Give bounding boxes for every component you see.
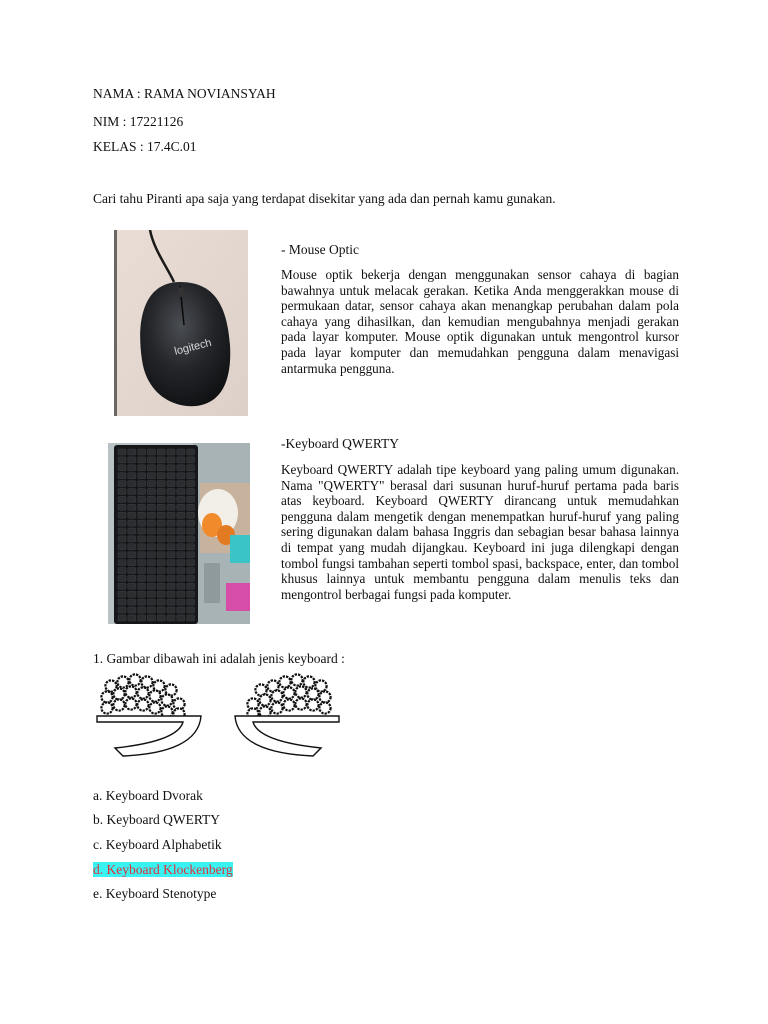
key [138, 481, 146, 487]
key [118, 457, 126, 463]
key [177, 473, 185, 479]
key [128, 568, 136, 574]
key [128, 457, 136, 463]
key [167, 575, 175, 581]
option-d [93, 862, 233, 878]
key [128, 560, 136, 566]
key [147, 568, 155, 574]
key [118, 520, 126, 526]
key [167, 473, 175, 479]
key [147, 528, 155, 534]
key [187, 520, 195, 526]
key [128, 489, 136, 495]
diagram-key [291, 674, 302, 685]
key [147, 615, 155, 621]
diagram-key [283, 687, 294, 698]
keyboard-photo [108, 443, 250, 624]
diagram-key [101, 691, 112, 702]
key [157, 599, 165, 605]
student-name: NAMA : RAMA NOVIANSYAH [93, 86, 276, 101]
right-palm-rest [235, 716, 339, 756]
question-text: 1. Gambar dibawah ini adalah jenis keyboard : [93, 651, 345, 666]
key [147, 560, 155, 566]
key [167, 465, 175, 471]
key [187, 481, 195, 487]
key [118, 489, 126, 495]
key [138, 552, 146, 558]
key [167, 591, 175, 597]
key [128, 496, 136, 502]
key [177, 512, 185, 518]
key [167, 560, 175, 566]
key [147, 496, 155, 502]
key [147, 599, 155, 605]
key [128, 520, 136, 526]
key [157, 449, 165, 455]
diagram-key [319, 702, 330, 713]
key [157, 473, 165, 479]
key [118, 528, 126, 534]
key [118, 481, 126, 487]
diagram-key [141, 676, 152, 687]
diagram-key [315, 680, 326, 691]
key [118, 607, 126, 613]
key [167, 536, 175, 542]
key [128, 583, 136, 589]
key [138, 615, 146, 621]
key [187, 465, 195, 471]
key [138, 568, 146, 574]
key [187, 504, 195, 510]
key [187, 449, 195, 455]
key [138, 489, 146, 495]
key [138, 544, 146, 550]
key [187, 473, 195, 479]
key [157, 457, 165, 463]
key [118, 473, 126, 479]
key [138, 599, 146, 605]
key [167, 607, 175, 613]
key [167, 599, 175, 605]
key [187, 560, 195, 566]
mouse-brand-logo: logitech [173, 336, 213, 358]
key [167, 520, 175, 526]
key [187, 591, 195, 597]
key [167, 457, 175, 463]
key [177, 575, 185, 581]
key [177, 457, 185, 463]
key [167, 528, 175, 534]
mouse-description: Mouse optik bekerja dengan menggunakan sensor cahaya di bagian bawahnya untuk melacak gerakan. Ketika Anda menggerakkan mouse di permukaan datar, sensor cahaya akan menangkap perubahan dalam pola cahaya yang dihasilkan, dan kemudian mengubahnya menjadi gerakan pada layar komputer. Mouse optik digunakan untuk mengontrol kursor pada layar komputer dan memudahkan pengguna dalam menavigasi antarmuka pengguna. [281, 267, 679, 376]
key [147, 575, 155, 581]
key [177, 520, 185, 526]
key [138, 528, 146, 534]
key [167, 504, 175, 510]
diagram-key [125, 686, 136, 697]
key [157, 615, 165, 621]
key [118, 560, 126, 566]
key [177, 465, 185, 471]
key [147, 481, 155, 487]
key [128, 449, 136, 455]
key [138, 465, 146, 471]
diagram-key [149, 702, 160, 713]
diagram-key [101, 702, 112, 713]
diagram-key [303, 676, 314, 687]
mouse-title: - Mouse Optic [281, 242, 359, 257]
key [187, 457, 195, 463]
key [118, 512, 126, 518]
diagram-key [307, 699, 318, 710]
key [177, 544, 185, 550]
key [147, 489, 155, 495]
key [118, 449, 126, 455]
key [177, 599, 185, 605]
option-a: a. Keyboard Dvorak [93, 788, 203, 803]
key [128, 552, 136, 558]
key [138, 457, 146, 463]
key [147, 552, 155, 558]
key [167, 489, 175, 495]
key [167, 512, 175, 518]
key [157, 568, 165, 574]
key [118, 583, 126, 589]
key [138, 449, 146, 455]
key [128, 544, 136, 550]
key [157, 528, 165, 534]
key [118, 552, 126, 558]
key [177, 528, 185, 534]
key [138, 473, 146, 479]
key [138, 520, 146, 526]
left-key-cluster [101, 674, 184, 719]
key [118, 544, 126, 550]
key [128, 575, 136, 581]
key [157, 536, 165, 542]
diagram-key [295, 686, 306, 697]
key [128, 591, 136, 597]
diagram-key [271, 702, 282, 713]
key [177, 536, 185, 542]
key [157, 520, 165, 526]
diagram-key [271, 690, 282, 701]
key [147, 544, 155, 550]
key [157, 575, 165, 581]
key [147, 465, 155, 471]
key [177, 615, 185, 621]
key [167, 481, 175, 487]
diagram-key [117, 676, 128, 687]
key [157, 465, 165, 471]
key [128, 512, 136, 518]
left-palm-rest [97, 716, 201, 756]
key [147, 520, 155, 526]
key [138, 575, 146, 581]
diagram-key [149, 690, 160, 701]
key [177, 481, 185, 487]
key [187, 496, 195, 502]
option-b: b. Keyboard QWERTY [93, 812, 221, 827]
key [177, 449, 185, 455]
key [157, 560, 165, 566]
key [147, 583, 155, 589]
diagram-key [129, 674, 140, 685]
key [118, 615, 126, 621]
key [118, 496, 126, 502]
diagram-key [137, 687, 148, 698]
key [187, 489, 195, 495]
instruction-text: Cari tahu Piranti apa saja yang terdapat disekitar yang ada dan pernah kamu gunakan. [93, 191, 556, 206]
key [138, 591, 146, 597]
key [138, 504, 146, 510]
key [157, 512, 165, 518]
diagram-key [161, 694, 172, 705]
key [147, 449, 155, 455]
mouse-photo [114, 230, 248, 416]
key [138, 496, 146, 502]
key [167, 583, 175, 589]
key [128, 615, 136, 621]
key [138, 512, 146, 518]
key [177, 552, 185, 558]
key [157, 583, 165, 589]
key [187, 512, 195, 518]
key [118, 465, 126, 471]
key [147, 607, 155, 613]
option-d-highlighted-label: d. Keyboard Klockenberg [93, 862, 233, 877]
key [118, 591, 126, 597]
key [177, 591, 185, 597]
key [167, 544, 175, 550]
key [177, 607, 185, 613]
diagram-key [113, 688, 124, 699]
key [128, 607, 136, 613]
key [147, 504, 155, 510]
key [157, 591, 165, 597]
key [187, 544, 195, 550]
key [138, 560, 146, 566]
diagram-key [283, 699, 294, 710]
key [157, 544, 165, 550]
diagram-key [113, 699, 124, 710]
key [128, 536, 136, 542]
diagram-key [307, 688, 318, 699]
key [157, 496, 165, 502]
diagram-key [259, 694, 270, 705]
key [147, 536, 155, 542]
key [128, 473, 136, 479]
keyboard-description: Keyboard QWERTY adalah tipe keyboard yang paling umum digunakan. Nama "QWERTY" berasal dari susunan huruf-huruf pertama pada baris atas keyboard. Keyboard QWERTY dirancang untuk memudahkan pengguna dalam mengetik dengan menempatkan huruf-huruf yang paling sering digunakan dalam bahasa Inggris dan sebagian besar bahasa lainnya di tempat yang mudah dijangkau. Keyboard ini juga dilengkapi dengan tombol fungsi tambahan seperti tombol spasi, backspace, enter, dan tombol khusus lainnya untuk membantu pengguna dalam menulis teks dan mengontrol berbagai fungsi pada komputer. [281, 462, 679, 602]
key [177, 583, 185, 589]
keyboard-diagram [93, 672, 343, 762]
keyboard-title: -Keyboard QWERTY [281, 436, 400, 451]
key [187, 568, 195, 574]
key [177, 496, 185, 502]
key [118, 599, 126, 605]
key [118, 568, 126, 574]
key [167, 449, 175, 455]
key [187, 607, 195, 613]
key [147, 457, 155, 463]
key [157, 489, 165, 495]
key [167, 615, 175, 621]
key [177, 568, 185, 574]
diagram-key [295, 698, 306, 709]
option-e: e. Keyboard Stenotype [93, 886, 217, 901]
key [167, 568, 175, 574]
key [177, 560, 185, 566]
key [138, 607, 146, 613]
key [128, 504, 136, 510]
key [187, 536, 195, 542]
key [187, 599, 195, 605]
key [128, 599, 136, 605]
key [128, 481, 136, 487]
right-key-cluster [247, 674, 330, 719]
diagram-key [279, 676, 290, 687]
key [128, 465, 136, 471]
key [128, 528, 136, 534]
key [118, 504, 126, 510]
diagram-key [319, 691, 330, 702]
key [167, 552, 175, 558]
key [157, 552, 165, 558]
key [187, 583, 195, 589]
key [187, 528, 195, 534]
student-class: KELAS : 17.4C.01 [93, 139, 197, 154]
key [138, 536, 146, 542]
key [147, 512, 155, 518]
key [187, 615, 195, 621]
diagram-key [125, 698, 136, 709]
key [177, 504, 185, 510]
key [157, 607, 165, 613]
diagram-key [137, 699, 148, 710]
key [177, 489, 185, 495]
key [157, 504, 165, 510]
key [147, 473, 155, 479]
key [118, 575, 126, 581]
key [157, 481, 165, 487]
key [138, 583, 146, 589]
key [167, 496, 175, 502]
key [118, 536, 126, 542]
key [147, 591, 155, 597]
student-nim: NIM : 17221126 [93, 114, 184, 129]
key [187, 552, 195, 558]
option-c: c. Keyboard Alphabetik [93, 837, 222, 852]
key [187, 575, 195, 581]
